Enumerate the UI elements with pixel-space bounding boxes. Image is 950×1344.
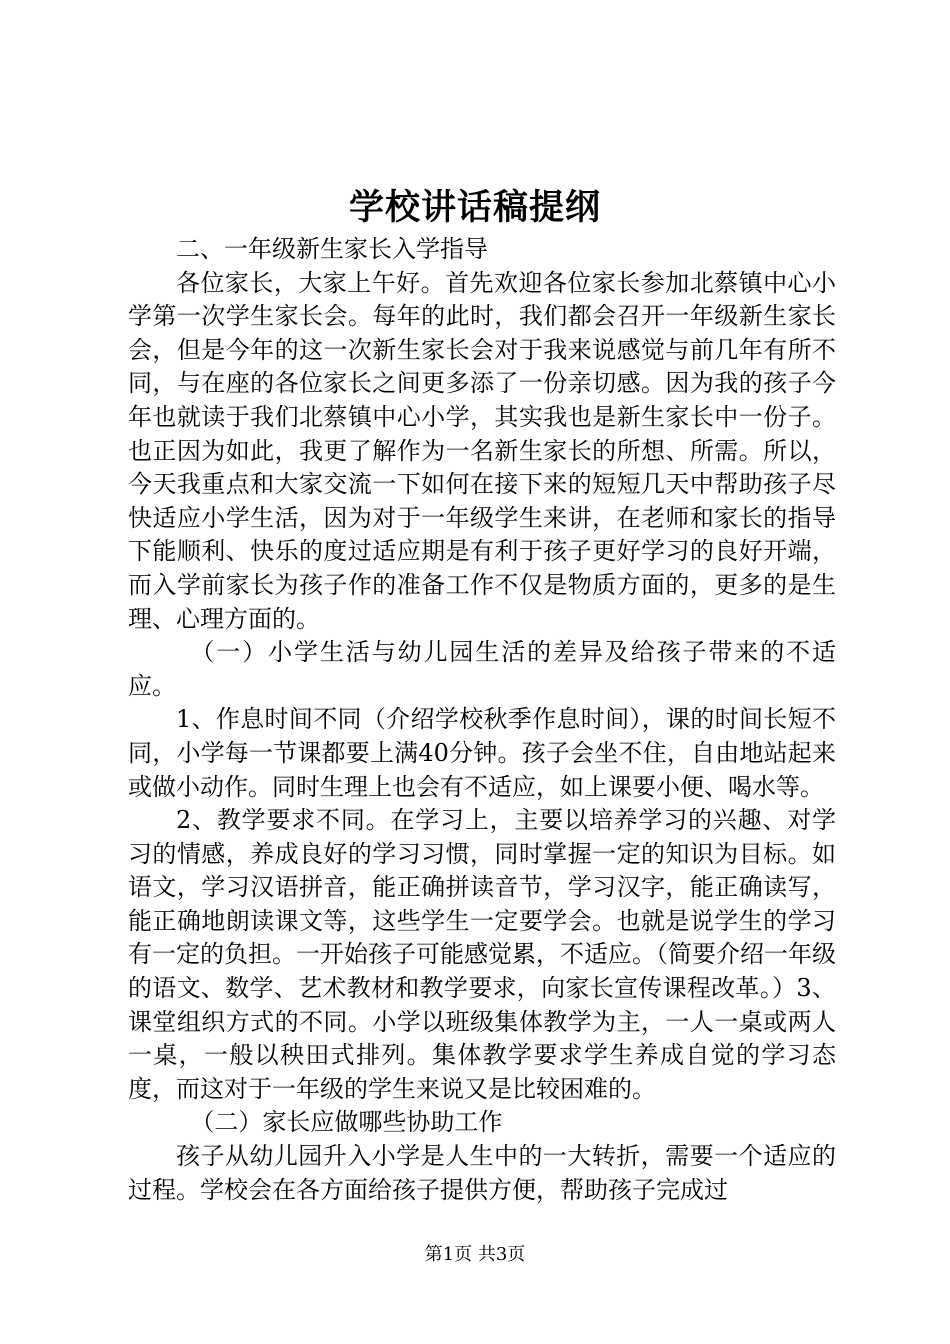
subsection-heading: （二）家长应做哪些协助工作 xyxy=(190,1108,503,1137)
body-paragraph: 各位家长，大家上午好。首先欢迎各位家长参加北蔡镇中心小学第一次学生家长会。每年的此时，我们都会召开一年级新生家长会，但是今年的这一次新生家长会对于我来说感觉与前几年有所不同，与在座的各位家长之间更多添了一份亲切感。因为我的孩子今年也就读于我们北蔡镇中心小学，其实我也是新生家长中一份子。也正因为如此，我更了解作为一名新生家长的所想、所需。所以，今天我重点和大家交流一下如何在接下来的短短几天中帮助孩子尽快适应小学生活，因为对于一年级学生来讲，在老师和家长的指导下能顺利、快乐的度过适应期是有利于孩子更好学习的良好开端，而入学前家长为孩子作的准备工作不仅是物质方面的，更多的是生理、心理方面的。 xyxy=(128,268,836,633)
subsection-heading: （一）小学生活与幼儿园生活的差异及给孩子带来的不适应。 xyxy=(128,638,836,700)
page-title: 学校讲话稿提纲 xyxy=(348,187,601,228)
body-paragraph: 孩子从幼儿园升入小学是人生中的一大转折，需要一个适应的过程。学校会在各方面给孩子提供方便，帮助孩子完成过 xyxy=(128,1142,836,1204)
body-paragraph: 1、作息时间不同（介绍学校秋季作息时间），课的时间长短不同，小学每一节课都要上满40分钟。孩子会坐不住，自由地站起来或做小动作。同时生理上也会有不适应，如上课要小便、喝水等。 xyxy=(128,705,836,801)
body-paragraph: 2、教学要求不同。在学习上，主要以培养学习的兴趣、对学习的情感，养成良好的学习习惯，同时掌握一定的知识为目标。如语文，学习汉语拼音，能正确拼读音节，学习汉字，能正确读写，能正确地朗读课文等，这些学生一定要学会。也就是说学生的学习有一定的负担。一开始孩子可能感觉累，不适应。（简要介绍一年级的语文、数学、艺术教材和教学要求，向家长宣传课程改革。）3、课堂组织方式的不同。小学以班级集体教学为主，一人一桌或两人一桌，一般以秧田式排列。集体教学要求学生养成自觉的学习态度，而这对于一年级的学生来说又是比较困难的。 xyxy=(128,806,836,1103)
document-body xyxy=(128,233,836,1207)
section-heading: 二、一年级新生家长入学指导 xyxy=(176,235,488,263)
page-number-footer: 第1页 共3页 xyxy=(424,1244,526,1265)
